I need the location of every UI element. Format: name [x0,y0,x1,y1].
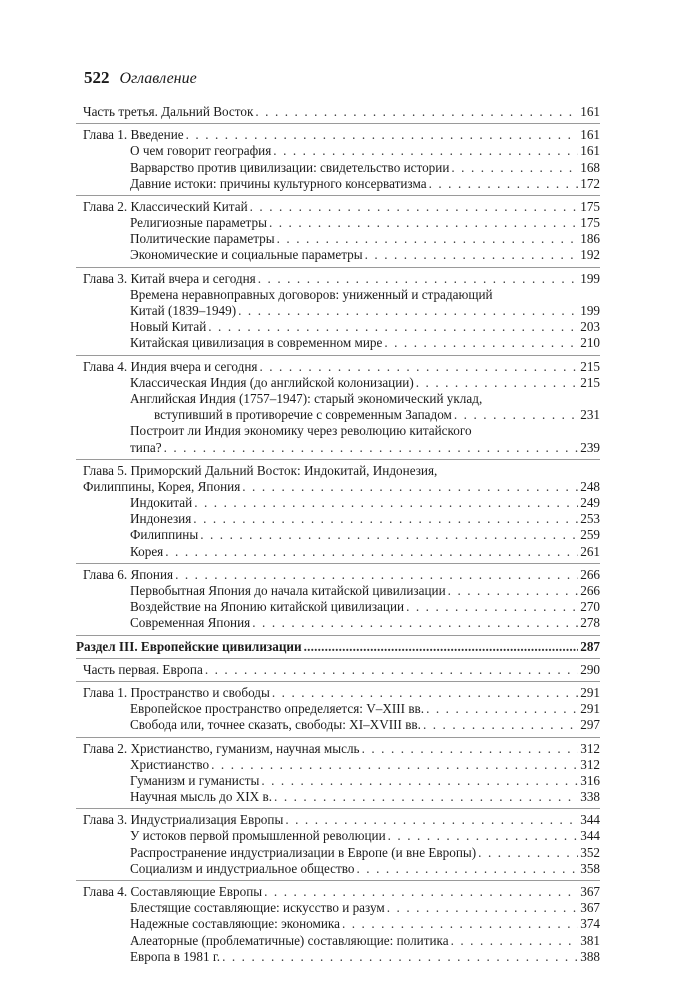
entry-title: Глава 2. Христианство, гуманизм, научная мысль [83,740,360,756]
toc-subsection [76,303,600,319]
toc-subsection [76,528,600,544]
entry-page: 344 [580,812,600,828]
dot-leader [277,231,579,247]
entry-title: Глава 4. Индия вчера и сегодня [83,358,258,374]
entry-page: 253 [580,511,600,527]
entry-title: Европа в 1981 г. [130,948,221,964]
dot-leader [222,949,578,965]
toc-subsection-line1 [76,391,600,407]
toc-part [76,104,600,120]
entry-page: 381 [580,932,600,948]
entry-page: 291 [580,701,600,717]
dot-leader [285,812,578,828]
entry-page: 175 [580,215,600,231]
toc-subsection [76,845,600,861]
dot-leader [194,495,578,511]
dot-leader [261,773,578,789]
entry-title: Индокитай [130,495,193,511]
toc-subsection [76,916,600,932]
toc-chapter [76,567,600,583]
toc-subsection [76,319,600,335]
entry-title: Воздействие на Японию китайской цивилизации [130,599,405,615]
entry-title: Варварство против цивилизации: свидетельство истории [130,159,450,175]
entry-page: 297 [580,717,600,733]
toc-subsection-line1 [76,287,600,303]
entry-title: Надежные составляющие: экономика [130,916,340,932]
divider [76,880,600,881]
entry-title: Китай (1839–1949) [130,303,237,319]
entry-title: вступивший в противоречие с современным Западом [154,407,452,423]
entry-title: Раздел III. Европейские цивилизации [76,638,302,654]
dot-leader [357,861,579,877]
entry-title: Социализм и индустриальное общество [130,860,355,876]
entry-title: Свобода или, точнее сказать, свободы: XI–XVIII вв. [130,717,421,733]
dot-leader [451,933,579,949]
entry-title: Китайская цивилизация в современном мире [130,335,383,351]
toc-subsection [76,861,600,877]
entry-title: Часть третья. Дальний Восток [83,103,254,119]
entry-title: Давние истоки: причины культурного консерватизма [130,175,427,191]
entry-page: 352 [580,844,600,860]
entry-page: 239 [580,439,600,455]
entry-title: Глава 3. Китай вчера и сегодня [83,270,256,286]
dot-leader [429,176,579,192]
entry-page: 312 [580,756,600,772]
dot-leader [448,583,579,599]
toc-subsection [76,440,600,456]
entry-page: 367 [580,900,600,916]
toc-subsection-line1 [76,423,600,439]
entry-page: 291 [580,684,600,700]
entry-page: 175 [580,198,600,214]
toc-chapter [76,685,600,701]
entry-page: 161 [580,143,600,159]
entry-title: Корея [130,543,164,559]
entry-title: Классическая Индия (до английской колонизации) [130,374,414,390]
dot-leader [387,900,578,916]
dot-leader [242,479,578,495]
toc-subsection [76,143,600,159]
dot-leader [175,567,578,583]
entry-page: 215 [580,374,600,390]
dot-leader [250,199,579,215]
entry-page: 388 [580,948,600,964]
dot-leader [406,599,578,615]
dot-leader [423,717,578,733]
divider [76,355,600,356]
dot-leader [342,916,578,932]
entry-title: Времена неравноправных договоров: униженный и страдающий [130,286,493,302]
entry-title: О чем говорит география [130,143,272,159]
dot-leader [165,544,578,560]
toc-subsection [76,615,600,631]
entry-page: 172 [580,175,600,191]
toc-subsection [76,773,600,789]
toc-chapter [76,479,600,495]
divider [76,635,600,636]
toc-chapter [76,359,600,375]
divider [76,459,600,460]
divider [76,195,600,196]
entry-page: 316 [580,772,600,788]
toc-chapter-line1 [76,463,600,479]
entry-title: Новый Китай [130,319,207,335]
toc-subsection [76,933,600,949]
entry-page: 266 [580,583,600,599]
dot-leader [416,375,578,391]
dot-leader [273,143,578,159]
entry-page: 248 [580,478,600,494]
entry-page: 312 [580,740,600,756]
toc-subsection [76,495,600,511]
dot-leader [365,247,579,263]
entry-title: Построит ли Индия экономику через революцию китайского [130,423,472,439]
toc-section-heading [76,639,600,655]
entry-title: Научная мысль до XIX в. [130,789,273,805]
dot-leader [252,615,578,631]
entry-title: Глава 1. Пространство и свободы [83,684,270,700]
toc-chapter [76,127,600,143]
dot-leader [258,271,578,287]
divider [76,808,600,809]
entry-page: 231 [580,407,600,423]
toc-chapter [76,741,600,757]
entry-title: Глава 6. Япония [83,566,174,582]
entry-title: типа? [130,439,162,455]
entry-page: 338 [580,789,600,805]
entry-title: Глава 5. Приморский Дальний Восток: Индокитай, Индонезия, [83,462,438,478]
dot-leader [164,440,579,456]
dot-leader [269,215,578,231]
page-header [84,68,197,88]
running-title: Оглавление [119,70,197,87]
entry-title: Глава 1. Введение [83,127,184,143]
dot-leader [272,685,578,701]
entry-title: Политические параметры [130,231,275,247]
entry-page: 199 [580,303,600,319]
entry-title: Гуманизм и гуманисты [130,772,260,788]
toc-subsection [76,231,600,247]
table-of-contents [76,102,600,965]
entry-page: 192 [580,247,600,263]
toc-subsection [76,375,600,391]
toc-subsection [76,701,600,717]
entry-page: 266 [580,566,600,582]
entry-page: 270 [580,599,600,615]
entry-title: Религиозные параметры [130,215,267,231]
entry-page: 344 [580,828,600,844]
toc-chapter [76,271,600,287]
dot-leader [304,639,579,655]
toc-subsection [76,583,600,599]
toc-subsection [76,248,600,264]
entry-page: 210 [580,335,600,351]
entry-title: Глава 3. Индустриализация Европы [83,812,284,828]
divider [76,658,600,659]
toc-subsection [76,829,600,845]
dot-leader [384,335,578,351]
entry-title: Блестящие составляющие: искусство и разум [130,900,385,916]
toc-subsection [76,335,600,351]
divider [76,123,600,124]
entry-page: 358 [580,860,600,876]
toc-chapter [76,884,600,900]
toc-subsection [76,215,600,231]
toc-subsection [76,599,600,615]
entry-page: 199 [580,270,600,286]
toc-subsection [76,176,600,192]
entry-page: 259 [580,527,600,543]
toc-subsection [76,407,600,423]
entry-page: 168 [580,159,600,175]
entry-title: Алеаторные (проблематичные) составляющие: политика [130,932,449,948]
entry-title: Филиппины, Корея, Япония [83,478,241,494]
entry-page: 186 [580,231,600,247]
dot-leader [388,828,579,844]
divider [76,563,600,564]
dot-leader [238,303,578,319]
toc-chapter [76,199,600,215]
entry-title: Часть первая. Европа [83,661,203,677]
entry-title: Индонезия [130,511,192,527]
toc-subsection [76,717,600,733]
dot-leader [264,884,578,900]
entry-title: Современная Япония [130,615,251,631]
entry-title: Глава 4. Составляющие Европы [83,884,263,900]
divider [76,737,600,738]
entry-title: Глава 2. Классический Китай [83,198,248,214]
entry-page: 249 [580,495,600,511]
divider [76,267,600,268]
toc-subsection [76,789,600,805]
entry-title: Первобытная Япония до начала китайской цивилизации [130,583,446,599]
dot-leader [186,127,579,143]
entry-title: Английская Индия (1757–1947): старый экономический уклад, [130,390,483,406]
dot-leader [255,104,578,120]
divider [76,681,600,682]
toc-subsection [76,949,600,965]
dot-leader [259,359,578,375]
dot-leader [193,511,578,527]
entry-title: Филиппины [130,527,199,543]
entry-title: Европейское пространство определяется: V–XIII вв. [130,701,425,717]
entry-page: 367 [580,884,600,900]
page-number: 522 [84,68,110,87]
entry-title: У истоков первой промышленной революции [130,828,386,844]
entry-page: 161 [580,127,600,143]
toc-subsection [76,757,600,773]
dot-leader [478,845,578,861]
dot-leader [211,757,578,773]
dot-leader [426,701,578,717]
dot-leader [200,527,578,543]
entry-page: 374 [580,916,600,932]
dot-leader [205,662,578,678]
toc-subsection [76,900,600,916]
entry-title: Христианство [130,756,210,772]
entry-title: Экономические и социальные параметры [130,247,363,263]
entry-page: 161 [580,103,600,119]
entry-page: 215 [580,358,600,374]
toc-part [76,662,600,678]
toc-subsection [76,511,600,527]
entry-page: 203 [580,319,600,335]
entry-page: 278 [580,615,600,631]
toc-subsection [76,160,600,176]
entry-title: Распространение индустриализации в Европе (и вне Европы) [130,844,477,860]
dot-leader [274,789,578,805]
dot-leader [454,407,578,423]
entry-page: 261 [580,543,600,559]
dot-leader [451,160,578,176]
toc-chapter [76,812,600,828]
dot-leader [208,319,578,335]
entry-page: 290 [580,661,600,677]
entry-page: 287 [580,638,600,654]
dot-leader [362,741,579,757]
toc-subsection [76,544,600,560]
